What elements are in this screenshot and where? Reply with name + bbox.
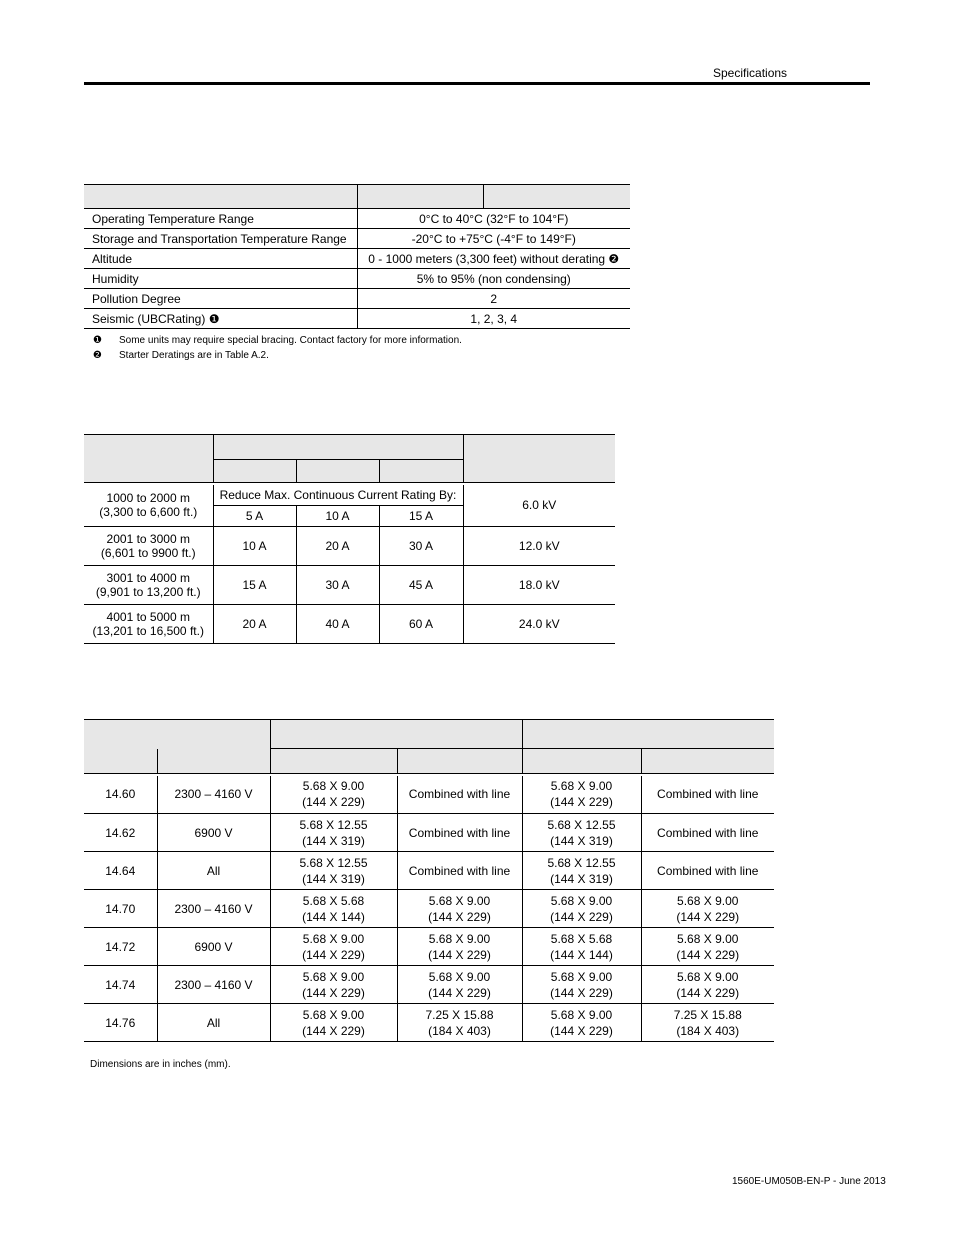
table-row: 14.70 2300 – 4160 V 5.68 X 5.68 (144 X 144) 5.68 X 9.00 (144 X 229) 5.68 X 9.00 (144 X 229) 5.68 X 9.00 (144 X 229) [84,890,774,928]
header-section-title: Specifications [713,66,788,80]
dimensions-note: Dimensions are in inches (mm). [90,1059,231,1070]
table-row: 5 A 10 A 15 A [84,506,615,527]
table-row: Humidity 5% to 95% (non condensing) [84,269,630,289]
table-row: Seismic (UBCRating) ❶ 1, 2, 3, 4 [84,309,630,329]
table-row: 14.60 2300 – 4160 V 5.68 X 9.00 (144 X 229) Combined with line 5.68 X 9.00 (144 X 229) Combined with line [84,776,774,814]
table-row: Operating Temperature Range 0°C to 40°C (32°F to 104°F) [84,209,630,229]
table-header-row [84,720,774,749]
altitude-derating-table [84,434,615,644]
dimension-table [84,719,774,1042]
table-row: 14.74 2300 – 4160 V 5.68 X 9.00 (144 X 229) 5.68 X 9.00 (144 X 229) 5.68 X 9.00 (144 X 229) 5.68 X 9.00 (144 X 229) [84,966,774,1004]
table-row: 4001 to 5000 m (13,201 to 16,500 ft.) 20 A 40 A 60 A 24.0 kV [84,605,615,644]
table-row: 14.62 6900 V 5.68 X 12.55 (144 X 319) Combined with line 5.68 X 12.55 (144 X 319) Combined with line [84,814,774,852]
table-row: Pollution Degree 2 [84,289,630,309]
table-header-row [84,435,615,460]
table-row: 3001 to 4000 m (9,901 to 13,200 ft.) 15 A 30 A 45 A 18.0 kV [84,566,615,605]
table-row: Altitude 0 - 1000 meters (3,300 feet) without derating ❷ [84,249,630,269]
header-rule [84,82,870,85]
table-row: Storage and Transportation Temperature Range -20°C to +75°C (-4°F to 149°F) [84,229,630,249]
table-subheader-row [84,749,774,774]
table-row: 14.76 All 5.68 X 9.00 (144 X 229) 7.25 X 15.88 (184 X 403) 5.68 X 9.00 (144 X 229) 7.25 X 15.88 (184 X 403) [84,1004,774,1042]
table-row: 14.72 6900 V 5.68 X 9.00 (144 X 229) 5.68 X 9.00 (144 X 229) 5.68 X 5.68 (144 X 144) 5.68 X 9.00 (144 X 229) [84,928,774,966]
table-row: 14.64 All 5.68 X 12.55 (144 X 319) Combined with line 5.68 X 12.55 (144 X 319) Combined with line [84,852,774,890]
table-row: 1000 to 2000 m (3,300 to 6,600 ft.) Reduce Max. Continuous Current Rating By: 6.0 kV [84,485,615,506]
footer-doc-id: 1560E-UM050B-EN-P - June 2013 [732,1176,886,1187]
environmental-table [84,184,630,329]
table-row: 2001 to 3000 m (6,601 to 9900 ft.) 10 A 20 A 30 A 12.0 kV [84,527,615,566]
reduce-label: Reduce Max. Continuous Current Rating By: [213,485,463,506]
table-header-row [84,185,630,209]
